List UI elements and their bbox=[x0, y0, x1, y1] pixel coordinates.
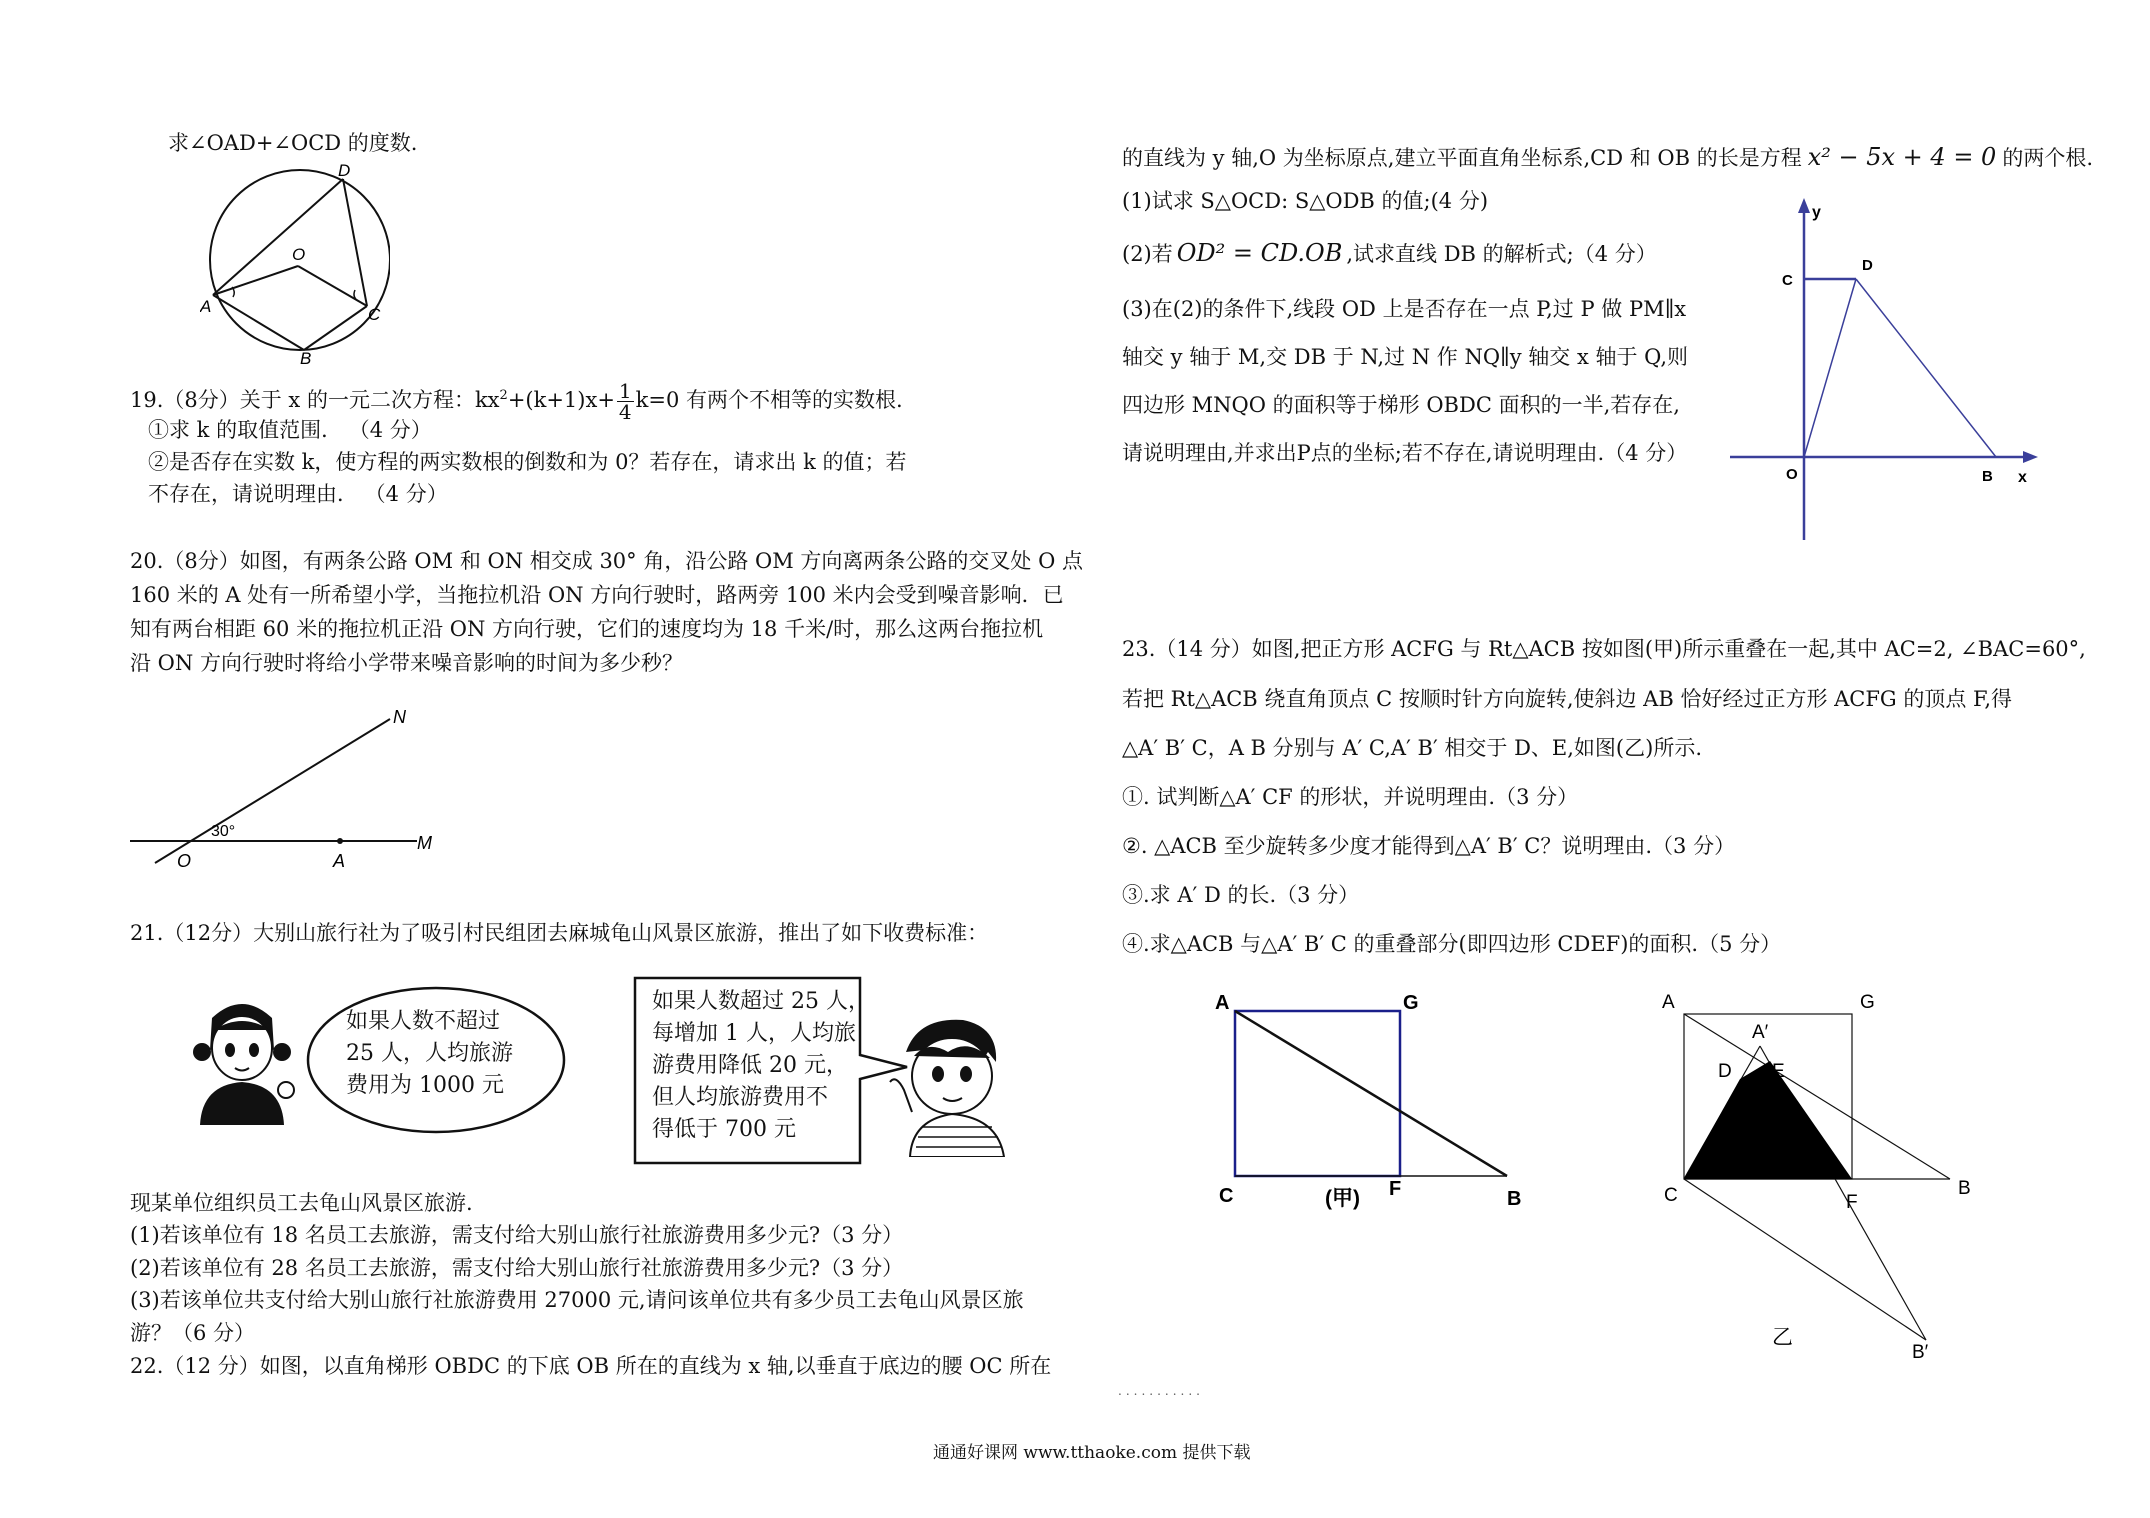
bubble2-line3: 游费用降低 20 元， bbox=[652, 1053, 848, 1078]
label-A: A bbox=[1215, 992, 1230, 1014]
q22-p1: (1)试求 S△OCD: S△ODB 的值;(4 分) bbox=[1122, 189, 1489, 213]
q20-line1: 20.（8分）如图，有两条公路 OM 和 ON 相交成 30° 角，沿公路 OM 方向离两条公路的交叉处 O 点 bbox=[130, 549, 1083, 573]
q22-start: 22.（12 分）如图，以直角梯形 OBDC 的下底 OB 所在的直线为 x 轴,以垂直于底边的腰 OC 所在 bbox=[130, 1354, 1052, 1378]
label-D: D bbox=[338, 161, 351, 180]
bubble2-line4: 但人均旅游费用不 bbox=[652, 1085, 829, 1110]
bubble2-line2: 每增加 1 人，人均旅 bbox=[652, 1021, 856, 1046]
coordinate-figure bbox=[1720, 195, 2040, 544]
label-y: y bbox=[1812, 204, 1821, 221]
label-F: F bbox=[1389, 1178, 1402, 1200]
label-C: C bbox=[1782, 272, 1793, 289]
footer-dots: ........... bbox=[1118, 1384, 1204, 1398]
label-N: N bbox=[393, 707, 406, 727]
q19-stem: 19.（8分）关于 x 的一元二次方程：$kx^2+(k+1)x+$ $\frac{1}{4}$ k=0 有两个不相等的实数根. bbox=[130, 379, 903, 424]
q22-p3d: 请说明理由,并求出P点的坐标;若不存在,请说明理由.（4 分） bbox=[1122, 441, 1688, 465]
label-M: M bbox=[417, 833, 432, 853]
label-O: O bbox=[292, 245, 306, 264]
circle-figure bbox=[200, 160, 390, 369]
label-C: C bbox=[368, 305, 381, 324]
q23-p3: ③.求 A′ D 的长.（3 分） bbox=[1122, 883, 1360, 907]
bubble1-line3: 费用为 1000 元 bbox=[346, 1073, 504, 1098]
label-C: C bbox=[1664, 1185, 1678, 1206]
q23-p4: ④.求△ACB 与△A′ B′ C 的重叠部分(即四边形 CDEF)的面积.（5 分） bbox=[1122, 932, 1782, 956]
bubble2-line1: 如果人数超过 25 人， bbox=[652, 989, 870, 1014]
label-O: O bbox=[177, 851, 192, 870]
label-E: E bbox=[1772, 1061, 1785, 1082]
q23-line1: 23.（14 分）如图,把正方形 ACFG 与 Rt△ACB 按如图(甲)所示重叠在一起,其中 AC=2, ∠BAC=60°, bbox=[1122, 637, 2086, 661]
q19-part2a: ②是否存在实数 k，使方程的两实数根的倒数和为 0？若存在，请求出 k 的值；若 bbox=[148, 450, 907, 474]
q22-p3a: (3)在(2)的条件下,线段 OD 上是否存在一点 P,过 P 做 PM∥x bbox=[1122, 297, 1687, 321]
label-D: D bbox=[1718, 1061, 1732, 1082]
q21-intro: 21.（12分）大别山旅行社为了吸引村民组团去麻城龟山风景区旅游，推出了如下收费标准： bbox=[130, 921, 989, 945]
label-A: A bbox=[1662, 992, 1675, 1013]
bubble2-line5: 得低于 700 元 bbox=[652, 1117, 796, 1142]
label-F: F bbox=[1846, 1192, 1858, 1213]
q23-line2: 若把 Rt△ACB 绕直角顶点 C 按顺时针方向旋转,使斜边 AB 恰好经过正方形 ACFG 的顶点 F,得 bbox=[1122, 687, 2013, 711]
q21-p3b: 游？（6 分） bbox=[130, 1321, 256, 1345]
q23-p2: ②. △ACB 至少旋转多少度才能得到△A′ B′ C？说明理由.（3 分） bbox=[1122, 834, 1736, 858]
q21-p1: (1)若该单位有 18 名员工去旅游，需支付给大别山旅行社旅游费用多少元?（3 分） bbox=[130, 1223, 904, 1247]
q21-after: 现某单位组织员工去龟山风景区旅游. bbox=[130, 1191, 473, 1215]
label-A: A bbox=[333, 851, 346, 870]
label-D: D bbox=[1862, 257, 1873, 274]
road-figure bbox=[125, 705, 455, 874]
label-A-prime: A′ bbox=[1752, 1022, 1769, 1043]
label-B-prime: B′ bbox=[1912, 1342, 1929, 1360]
label-A: A bbox=[200, 297, 212, 316]
q23-p1: ①. 试判断△A′ CF 的形状，并说明理由.（3 分） bbox=[1122, 785, 1579, 809]
label-O: O bbox=[1786, 466, 1798, 483]
boy-cartoon bbox=[888, 1012, 1013, 1161]
q19-part2b: 不存在，请说明理由． （4 分） bbox=[148, 482, 448, 506]
label-x: x bbox=[2018, 469, 2027, 486]
label-B: B bbox=[1507, 1188, 1522, 1210]
q21-p2: (2)若该单位有 28 名员工去旅游，需支付给大别山旅行社旅游费用多少元?（3 分） bbox=[130, 1256, 904, 1280]
q21-p3a: (3)若该单位共支付给大别山旅行社旅游费用 27000 元,请问该单位共有多少员工去龟山风景区旅 bbox=[130, 1288, 1024, 1312]
figure-jia bbox=[1205, 985, 1535, 1219]
q20-line2: 160 米的 A 处有一所希望小学，当拖拉机沿 ON 方向行驶时，路两旁 100 米内会受到噪音影响．已 bbox=[130, 583, 1064, 607]
bubble1-line1: 如果人数不超过 bbox=[346, 1009, 501, 1034]
q22-p3b: 轴交 y 轴于 M,交 DB 于 N,过 N 作 NQ∥y 轴交 x 轴于 Q,则 bbox=[1122, 345, 1689, 369]
girl-cartoon bbox=[182, 990, 302, 1129]
q22-line1: 的直线为 y 轴,O 为坐标原点,建立平面直角坐标系,CD 和 OB 的长是方程 x² − 5x + 4 = 0 的两个根. bbox=[1122, 143, 2094, 171]
label-B: B bbox=[1958, 1178, 1971, 1199]
label-B: B bbox=[1982, 468, 1993, 485]
label-G: G bbox=[1860, 992, 1875, 1013]
caption-jia: (甲) bbox=[1325, 1187, 1360, 1210]
caption-yi: 乙 bbox=[1772, 1326, 1793, 1349]
bubble1-line2: 25 人，人均旅游 bbox=[346, 1041, 513, 1066]
q18-tail: 求∠OAD+∠OCD 的度数. bbox=[168, 131, 418, 155]
q20-line3: 知有两台相距 60 米的拖拉机正沿 ON 方向行驶，它们的速度均为 18 千米/时，那么这两台拖拉机 bbox=[130, 617, 1044, 641]
label-C: C bbox=[1219, 1185, 1234, 1207]
q22-p3c: 四边形 MNQO 的面积等于梯形 OBDC 面积的一半,若存在, bbox=[1122, 393, 1680, 417]
footer-text: 通通好课网 www.tthaoke.com 提供下载 bbox=[933, 1443, 1251, 1463]
q23-line3: △A′ B′ C，A B 分别与 A′ C,A′ B′ 相交于 D、E,如图(乙)所示. bbox=[1122, 736, 1702, 760]
label-G: G bbox=[1403, 992, 1419, 1014]
q22-p2: (2)若 OD² = CD.OB ,试求直线 DB 的解析式;（4 分） bbox=[1122, 239, 1657, 267]
q20-line4: 沿 ON 方向行驶时将给小学带来噪音影响的时间为多少秒？ bbox=[130, 651, 683, 675]
label-B: B bbox=[300, 349, 312, 365]
label-angle: 30° bbox=[211, 823, 236, 840]
q19-part1: ①求 k 的取值范围． （4 分） bbox=[148, 418, 432, 442]
figure-yi bbox=[1650, 980, 2000, 1364]
